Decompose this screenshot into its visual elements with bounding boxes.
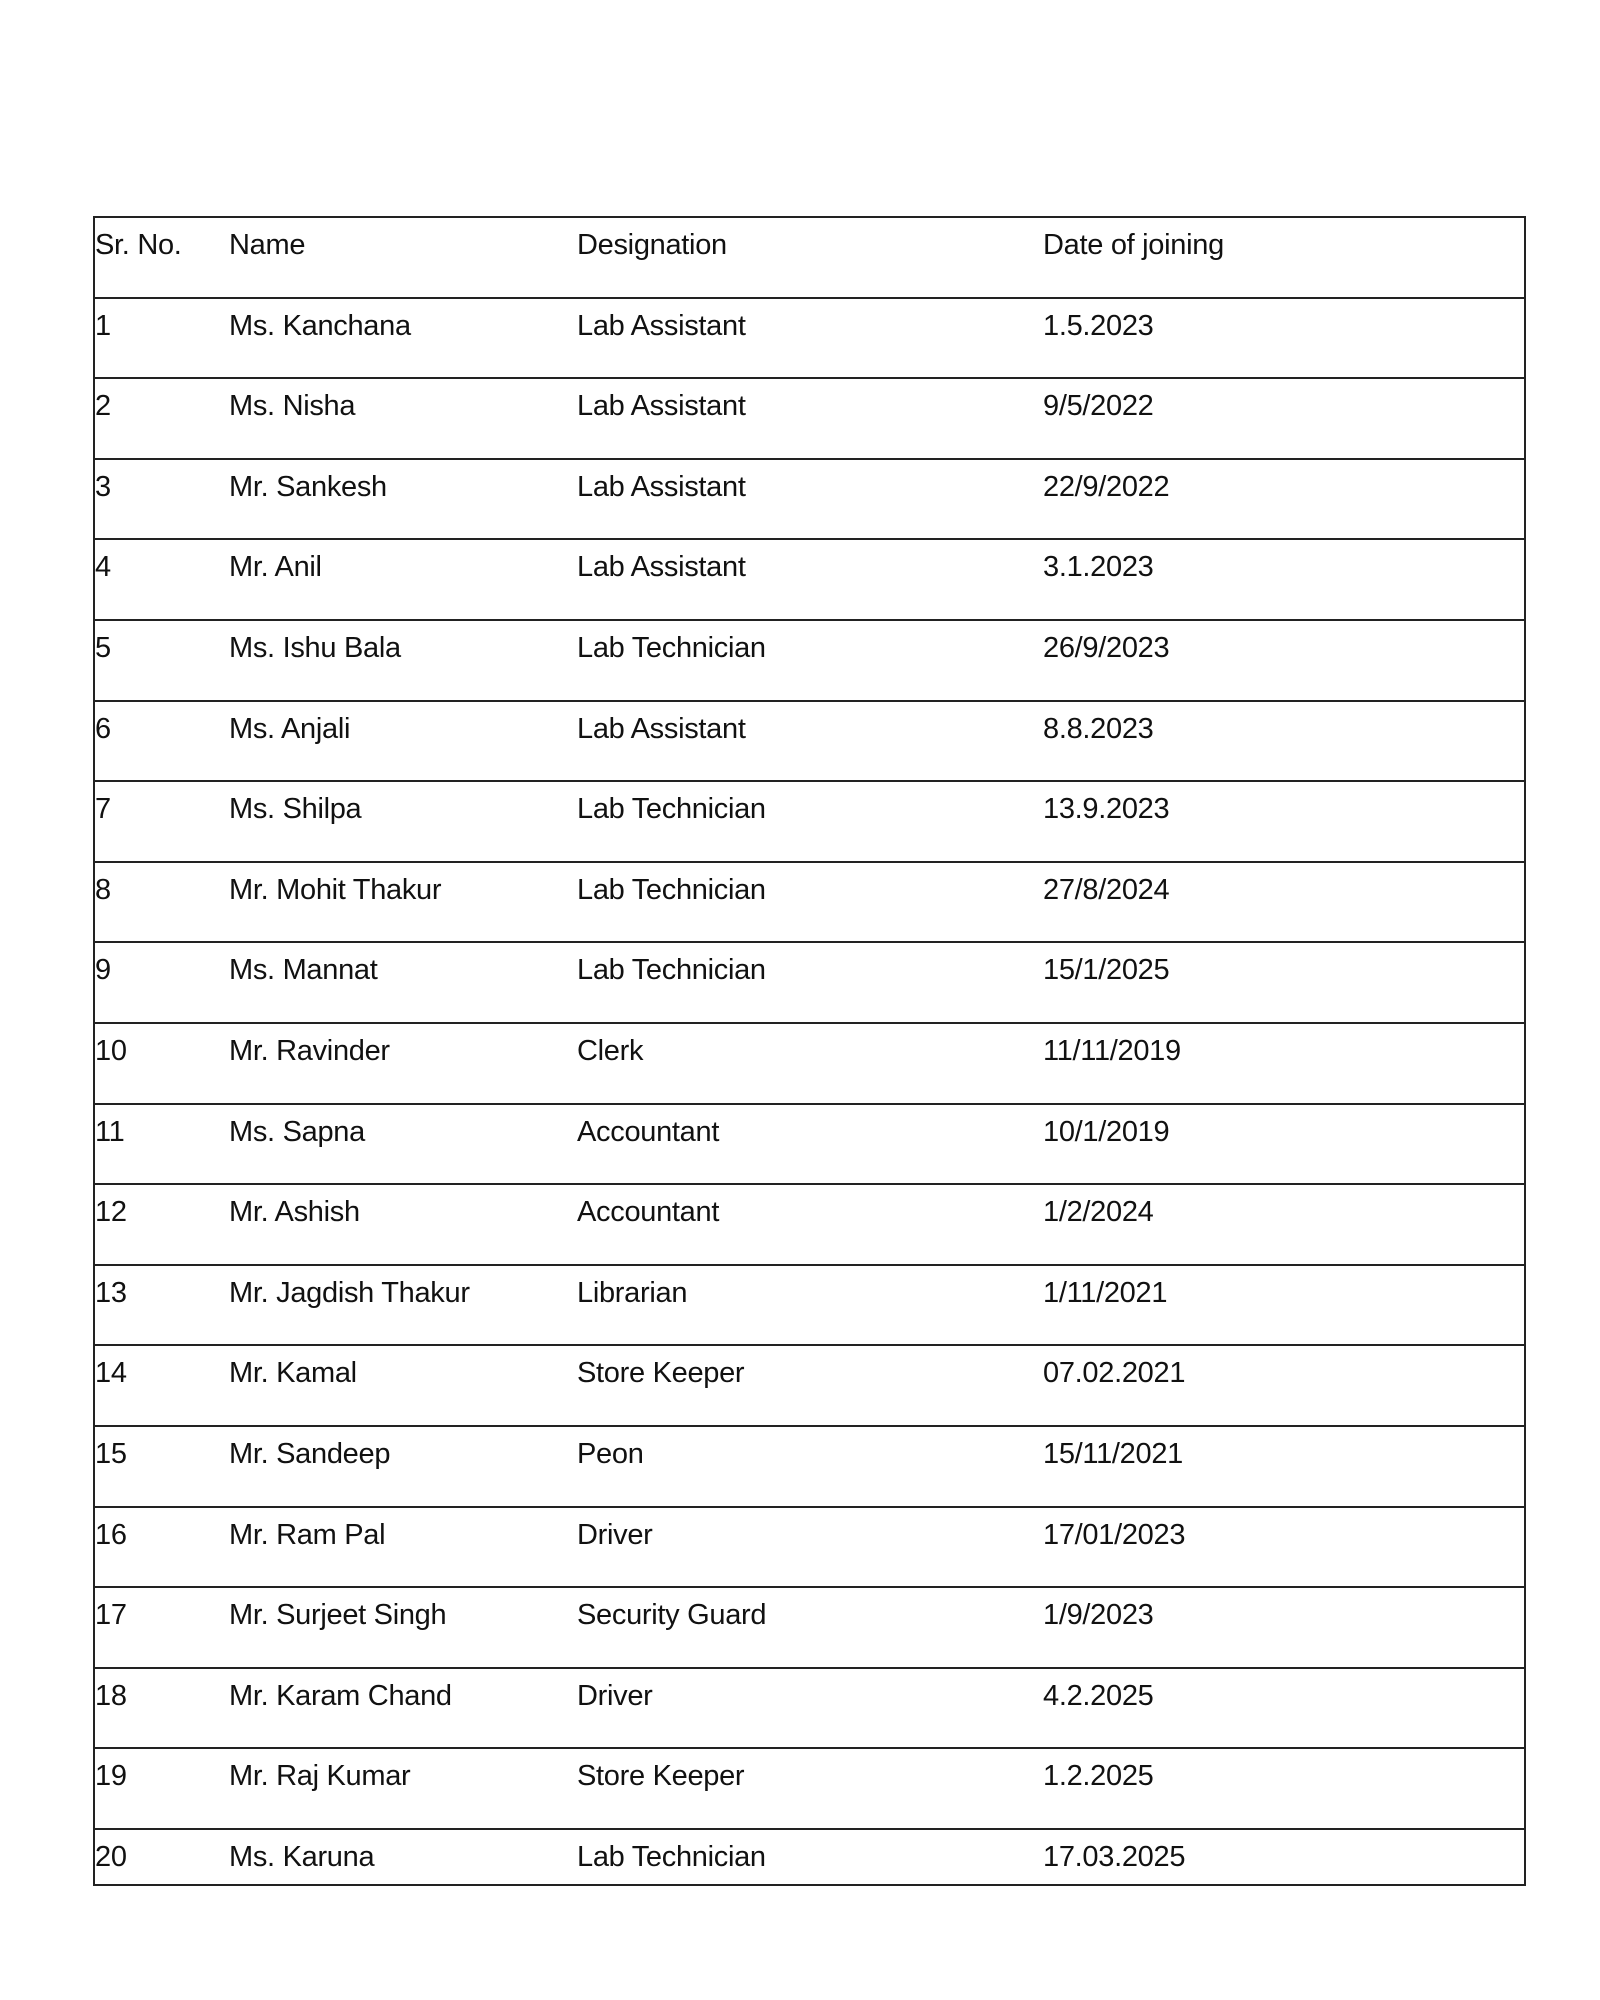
staff-table	[93, 216, 1526, 1886]
table-row	[94, 701, 1525, 782]
cell-designation: Lab Assistant	[577, 701, 1043, 782]
cell-sr-no: 18	[94, 1668, 229, 1749]
cell-designation: Driver	[577, 1668, 1043, 1749]
cell-designation: Lab Technician	[577, 942, 1043, 1023]
cell-date-of-joining: 15/1/2025	[1043, 942, 1525, 1023]
cell-designation: Driver	[577, 1507, 1043, 1588]
table-row	[94, 862, 1525, 943]
cell-name: Mr. Anil	[229, 539, 577, 620]
cell-designation: Store Keeper	[577, 1345, 1043, 1426]
cell-date-of-joining: 17.03.2025	[1043, 1829, 1525, 1885]
cell-sr-no: 15	[94, 1426, 229, 1507]
cell-name: Mr. Ravinder	[229, 1023, 577, 1104]
table-row	[94, 1265, 1525, 1346]
table-body	[94, 298, 1525, 1885]
cell-designation: Accountant	[577, 1184, 1043, 1265]
cell-designation: Lab Assistant	[577, 378, 1043, 459]
cell-sr-no: 6	[94, 701, 229, 782]
cell-date-of-joining: 4.2.2025	[1043, 1668, 1525, 1749]
cell-name: Mr. Ram Pal	[229, 1507, 577, 1588]
table-row	[94, 378, 1525, 459]
header-name: Name	[229, 217, 577, 298]
table-row	[94, 298, 1525, 379]
cell-date-of-joining: 1.2.2025	[1043, 1748, 1525, 1829]
cell-name: Mr. Ashish	[229, 1184, 577, 1265]
cell-sr-no: 20	[94, 1829, 229, 1885]
cell-date-of-joining: 26/9/2023	[1043, 620, 1525, 701]
table-row	[94, 1829, 1525, 1885]
cell-date-of-joining: 1/11/2021	[1043, 1265, 1525, 1346]
cell-designation: Security Guard	[577, 1587, 1043, 1668]
table-row	[94, 1345, 1525, 1426]
cell-name: Mr. Sandeep	[229, 1426, 577, 1507]
cell-name: Mr. Karam Chand	[229, 1668, 577, 1749]
cell-sr-no: 7	[94, 781, 229, 862]
cell-sr-no: 19	[94, 1748, 229, 1829]
cell-name: Ms. Sapna	[229, 1104, 577, 1185]
table-row	[94, 1426, 1525, 1507]
table-row	[94, 942, 1525, 1023]
table-row	[94, 620, 1525, 701]
cell-designation: Peon	[577, 1426, 1043, 1507]
cell-date-of-joining: 1/9/2023	[1043, 1587, 1525, 1668]
cell-name: Ms. Kanchana	[229, 298, 577, 379]
cell-sr-no: 14	[94, 1345, 229, 1426]
cell-date-of-joining: 27/8/2024	[1043, 862, 1525, 943]
table-row	[94, 781, 1525, 862]
table-row	[94, 1587, 1525, 1668]
cell-name: Ms. Anjali	[229, 701, 577, 782]
table-row	[94, 1023, 1525, 1104]
cell-name: Mr. Mohit Thakur	[229, 862, 577, 943]
cell-name: Mr. Jagdish Thakur	[229, 1265, 577, 1346]
cell-date-of-joining: 15/11/2021	[1043, 1426, 1525, 1507]
table-row	[94, 1507, 1525, 1588]
cell-name: Mr. Surjeet Singh	[229, 1587, 577, 1668]
cell-designation: Accountant	[577, 1104, 1043, 1185]
cell-sr-no: 5	[94, 620, 229, 701]
cell-designation: Lab Technician	[577, 781, 1043, 862]
cell-sr-no: 1	[94, 298, 229, 379]
cell-name: Mr. Raj Kumar	[229, 1748, 577, 1829]
cell-date-of-joining: 07.02.2021	[1043, 1345, 1525, 1426]
cell-name: Ms. Ishu Bala	[229, 620, 577, 701]
table-row	[94, 1668, 1525, 1749]
cell-date-of-joining: 10/1/2019	[1043, 1104, 1525, 1185]
cell-name: Ms. Mannat	[229, 942, 577, 1023]
cell-date-of-joining: 17/01/2023	[1043, 1507, 1525, 1588]
cell-name: Mr. Kamal	[229, 1345, 577, 1426]
cell-designation: Lab Technician	[577, 862, 1043, 943]
cell-designation: Lab Assistant	[577, 298, 1043, 379]
cell-designation: Lab Assistant	[577, 459, 1043, 540]
cell-date-of-joining: 11/11/2019	[1043, 1023, 1525, 1104]
table-row	[94, 1184, 1525, 1265]
cell-date-of-joining: 8.8.2023	[1043, 701, 1525, 782]
cell-sr-no: 4	[94, 539, 229, 620]
table-row	[94, 1748, 1525, 1829]
table-row	[94, 539, 1525, 620]
cell-designation: Clerk	[577, 1023, 1043, 1104]
cell-date-of-joining: 3.1.2023	[1043, 539, 1525, 620]
cell-date-of-joining: 13.9.2023	[1043, 781, 1525, 862]
cell-sr-no: 3	[94, 459, 229, 540]
cell-sr-no: 16	[94, 1507, 229, 1588]
cell-designation: Lab Technician	[577, 1829, 1043, 1885]
cell-designation: Librarian	[577, 1265, 1043, 1346]
cell-sr-no: 10	[94, 1023, 229, 1104]
cell-sr-no: 13	[94, 1265, 229, 1346]
header-date-of-joining: Date of joining	[1043, 217, 1525, 298]
cell-date-of-joining: 1/2/2024	[1043, 1184, 1525, 1265]
cell-date-of-joining: 1.5.2023	[1043, 298, 1525, 379]
cell-sr-no: 9	[94, 942, 229, 1023]
table-row	[94, 459, 1525, 540]
header-designation: Designation	[577, 217, 1043, 298]
cell-date-of-joining: 9/5/2022	[1043, 378, 1525, 459]
cell-name: Ms. Nisha	[229, 378, 577, 459]
cell-name: Mr. Sankesh	[229, 459, 577, 540]
table-row	[94, 1104, 1525, 1185]
cell-designation: Store Keeper	[577, 1748, 1043, 1829]
header-sr-no: Sr. No.	[94, 217, 229, 298]
cell-date-of-joining: 22/9/2022	[1043, 459, 1525, 540]
cell-name: Ms. Karuna	[229, 1829, 577, 1885]
cell-sr-no: 12	[94, 1184, 229, 1265]
cell-designation: Lab Technician	[577, 620, 1043, 701]
cell-sr-no: 2	[94, 378, 229, 459]
cell-name: Ms. Shilpa	[229, 781, 577, 862]
cell-sr-no: 17	[94, 1587, 229, 1668]
cell-sr-no: 11	[94, 1104, 229, 1185]
cell-sr-no: 8	[94, 862, 229, 943]
table-header-row	[94, 217, 1525, 298]
cell-designation: Lab Assistant	[577, 539, 1043, 620]
